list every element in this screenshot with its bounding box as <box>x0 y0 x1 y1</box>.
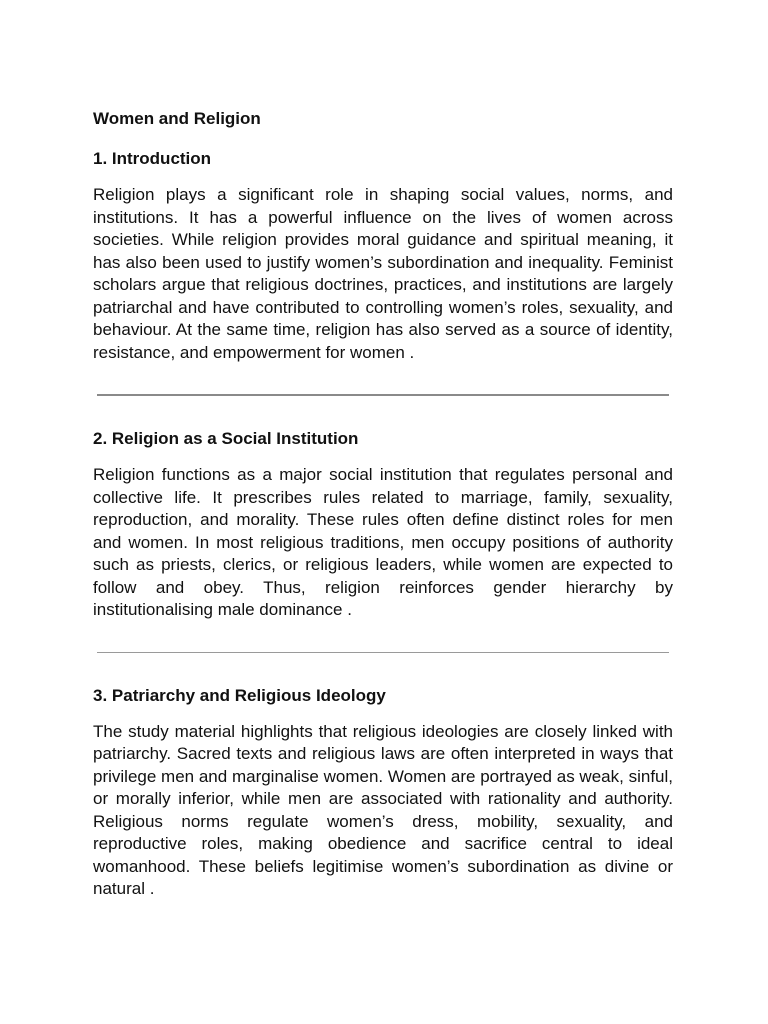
section-paragraph: Religion plays a significant role in shaping social values, norms, and institutions. It has a powerful influence on the lives of women across societies. While religion provides moral guidance and spiritual meaning, it has also been used to justify women’s subordination and inequality. Feminist scholars argue that religious doctrines, practices, and institutions are largely patriarchal and have contributed to controlling women’s roles, sexuality, and behaviour. At the same time, religion has also served as a source of identity, resistance, and empowerment for women . <box>93 185 673 362</box>
section-patriarchy <box>93 685 673 901</box>
section-divider <box>97 652 669 653</box>
document-title: Women and Religion <box>93 109 261 128</box>
document-page <box>93 108 673 901</box>
section-divider <box>97 394 669 396</box>
section-paragraph: The study material highlights that religious ideologies are closely linked with patriarchy. Sacred texts and religious laws are often interpreted in ways that privilege men and marginalise women. Women are portrayed as weak, sinful, or morally inferior, while men are associated with rationality and authority. Religious norms regulate women’s dress, mobility, sexuality, and reproductive roles, making obedience and sacrifice central to ideal womanhood. These beliefs legitimise women’s subordination as divine or natural . <box>93 721 673 898</box>
section-heading: 3. Patriarchy and Religious Ideology <box>93 685 386 705</box>
section-heading: 2. Religion as a Social Institution <box>93 429 359 448</box>
section-heading: 1. Introduction <box>93 149 212 168</box>
section-paragraph: Religion functions as a major social institution that regulates personal and collective life. It prescribes rules related to marriage, family, sexuality, reproduction, and morality. These rules often define distinct roles for men and women. In most religious traditions, men occupy positions of authority such as priests, clerics, or religious leaders, while women are expected to follow and obey. Thus, religion reinforces gender hierarchy by institutionalising male dominance . <box>93 465 673 619</box>
section-social-institution <box>93 428 673 622</box>
section-introduction <box>93 148 673 364</box>
